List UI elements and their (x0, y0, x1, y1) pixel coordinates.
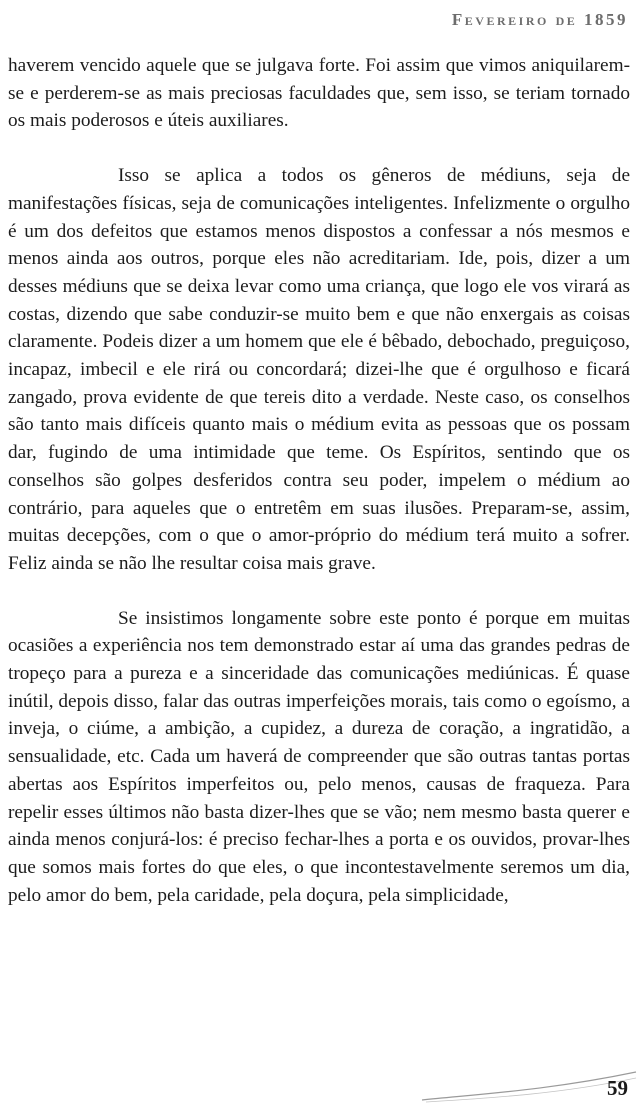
page-number: 59 (607, 1076, 628, 1100)
paragraph-insistence: Se insistimos longamente sobre este ponto é porque em muitas ocasiões a experiência nos tem demonstrado estar aí uma das grandes pedras de tropeço para a pureza e a sinceridade das comunicações mediúnicas. É quase inútil, depois disso, falar das outras imperfeições morais, tais como o egoísmo, a inveja, o ciúme, a ambição, a cupidez, a dureza de coração, a ingratidão, a sensualidade, etc. Cada um haverá de compreender que são outras tantas portas abertas aos Espíritos imperfeitos ou, pelo menos, causas de fraqueza. Para repelir esses últimos não basta dizer-lhes que se vão; nem mesmo basta querer e ainda menos conjurá-los: é preciso fechar-lhes a porta e os ouvidos, provar-lhes que somos mais fortes do que eles, o que incontestavelmente seremos um dia, pelo amor do bem, pela caridade, pela doçura, pela simplicidade, (8, 607, 630, 906)
body-text (8, 52, 630, 909)
paragraph-mediums: Isso se aplica a todos os gêneros de médiuns, seja de manifestações físicas, seja de comunicações inteligentes. Infelizmente o orgulho é um dos defeitos que estamos menos dispostos a confessar a nós mesmos e menos ainda aos outros, porque eles não acreditariam. Ide, pois, dizer a um desses médiuns que se deixa levar como uma criança, que logo ele vos virará as costas, dizendo que sabe conduzir-se muito bem e que não enxergais as coisas claramente. Podeis dizer a um homem que ele é bêbado, debochado, preguiçoso, incapaz, imbecil e ele rirá ou concordará; dizei-lhe que é orgulhoso e ficará zangado, prova evidente de que tereis dito a verdade. Neste caso, os conselhos são tanto mais difíceis quanto mais o médium evita as pessoas que os possam dar, fugindo de uma intimidade que teme. Os Espíritos, sentindo que os conselhos são golpes desferidos contra seu poder, impelem o médium ao contrário, para aqueles que o entretêm em suas ilusões. Preparam-se, assim, muitas decepções, com o que o amor-próprio do médium terá muito a sofrer. Feliz ainda se não lhe resultar coisa mais grave. (8, 165, 630, 574)
running-head: Fevereiro de 1859 (451, 10, 628, 29)
paragraph-continued: haverem vencido aquele que se julgava forte. Foi assim que vimos aniquilarem-se e perderem-se as mais preciosas faculdades que, sem isso, se teriam tornado os mais poderosos e úteis auxiliares. (8, 55, 630, 132)
footer-swoosh-ornament (420, 1068, 638, 1104)
